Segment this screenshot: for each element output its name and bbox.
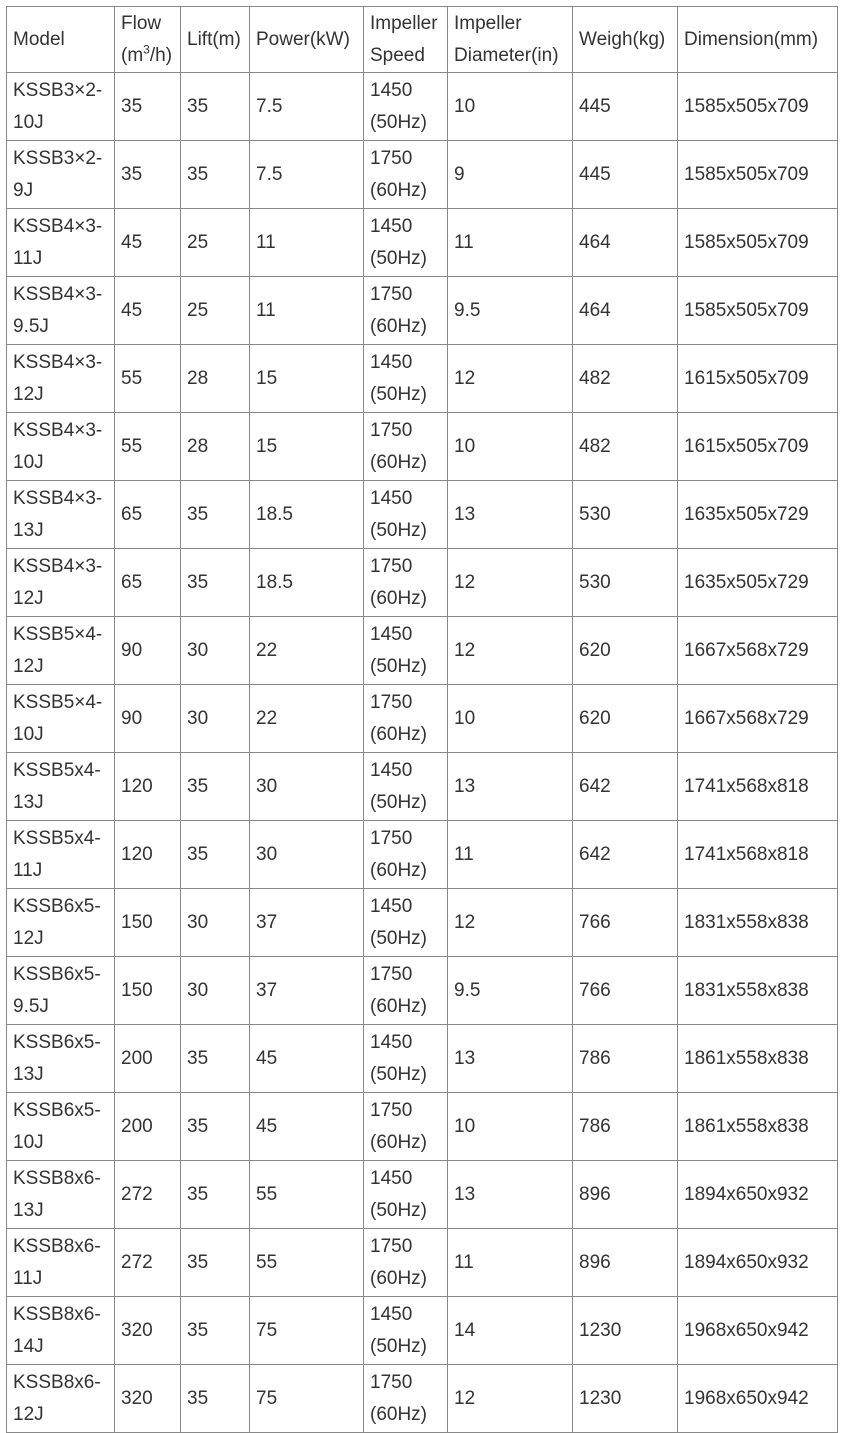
weight-cell: 786 [573,1093,678,1161]
header-dimension: Dimension(mm) [678,7,838,73]
flow-cell: 150 [115,957,181,1025]
speed-cell: 1750 (60Hz) [364,1093,448,1161]
header-lift: Lift(m) [181,7,250,73]
lift-cell: 35 [181,141,250,209]
flow-cell: 120 [115,821,181,889]
weight-cell: 620 [573,617,678,685]
table-body [7,73,838,1433]
speed-cell: 1750 (60Hz) [364,141,448,209]
diameter-cell: 12 [448,549,573,617]
lift-cell: 35 [181,1093,250,1161]
flow-cell: 272 [115,1229,181,1297]
model-cell: KSSB8x6-14J [7,1297,115,1365]
dimension-cell: 1894x650x932 [678,1161,838,1229]
dimension-cell: 1861x558x838 [678,1025,838,1093]
speed-cell: 1450 (50Hz) [364,345,448,413]
table-row [7,345,838,413]
weight-cell: 786 [573,1025,678,1093]
table-row [7,1229,838,1297]
speed-cell: 1450 (50Hz) [364,1297,448,1365]
power-cell: 55 [250,1229,364,1297]
diameter-cell: 12 [448,889,573,957]
dimension-cell: 1635x505x729 [678,481,838,549]
power-cell: 75 [250,1297,364,1365]
flow-cell: 55 [115,345,181,413]
speed-cell: 1750 (60Hz) [364,957,448,1025]
table-row [7,549,838,617]
lift-cell: 30 [181,685,250,753]
flow-cell: 45 [115,209,181,277]
speed-cell: 1750 (60Hz) [364,685,448,753]
lift-cell: 35 [181,753,250,821]
header-model: Model [7,7,115,73]
speed-cell: 1450 (50Hz) [364,209,448,277]
table-row [7,481,838,549]
weight-cell: 530 [573,481,678,549]
table-row [7,1093,838,1161]
flow-cell: 150 [115,889,181,957]
lift-cell: 35 [181,73,250,141]
diameter-cell: 11 [448,209,573,277]
power-cell: 37 [250,957,364,1025]
table-row [7,821,838,889]
power-cell: 7.5 [250,141,364,209]
speed-cell: 1450 (50Hz) [364,481,448,549]
model-cell: KSSB3×2-10J [7,73,115,141]
model-cell: KSSB8x6-12J [7,1365,115,1433]
table-row [7,889,838,957]
model-cell: KSSB5×4-12J [7,617,115,685]
lift-cell: 35 [181,549,250,617]
lift-cell: 35 [181,1025,250,1093]
speed-cell: 1750 (60Hz) [364,1365,448,1433]
speed-cell: 1450 (50Hz) [364,1025,448,1093]
model-cell: KSSB4×3-13J [7,481,115,549]
weight-cell: 766 [573,889,678,957]
pump-spec-table [6,6,838,1433]
diameter-cell: 12 [448,345,573,413]
model-cell: KSSB5×4-10J [7,685,115,753]
diameter-cell: 11 [448,821,573,889]
table-row [7,277,838,345]
weight-cell: 482 [573,345,678,413]
flow-cell: 90 [115,685,181,753]
diameter-cell: 10 [448,413,573,481]
model-cell: KSSB4×3-12J [7,345,115,413]
flow-cell: 320 [115,1365,181,1433]
dimension-cell: 1667x568x729 [678,617,838,685]
dimension-cell: 1635x505x729 [678,549,838,617]
diameter-cell: 13 [448,1161,573,1229]
lift-cell: 30 [181,957,250,1025]
lift-cell: 35 [181,1229,250,1297]
table-row [7,617,838,685]
power-cell: 37 [250,889,364,957]
lift-cell: 25 [181,277,250,345]
flow-cell: 35 [115,141,181,209]
header-flow-unit-a: (m [121,44,144,66]
diameter-cell: 9.5 [448,277,573,345]
model-cell: KSSB4×3-12J [7,549,115,617]
dimension-cell: 1831x558x838 [678,957,838,1025]
weight-cell: 766 [573,957,678,1025]
model-cell: KSSB5x4-11J [7,821,115,889]
lift-cell: 28 [181,413,250,481]
dimension-cell: 1615x505x709 [678,413,838,481]
dimension-cell: 1615x505x709 [678,345,838,413]
speed-cell: 1750 (60Hz) [364,277,448,345]
weight-cell: 530 [573,549,678,617]
flow-cell: 35 [115,73,181,141]
speed-cell: 1450 (50Hz) [364,1161,448,1229]
dimension-cell: 1741x568x818 [678,753,838,821]
power-cell: 22 [250,685,364,753]
dimension-cell: 1585x505x709 [678,277,838,345]
header-flow [115,7,181,73]
diameter-cell: 11 [448,1229,573,1297]
dimension-cell: 1831x558x838 [678,889,838,957]
flow-cell: 90 [115,617,181,685]
dimension-cell: 1585x505x709 [678,209,838,277]
flow-cell: 200 [115,1025,181,1093]
speed-cell: 1750 (60Hz) [364,413,448,481]
flow-cell: 120 [115,753,181,821]
model-cell: KSSB6x5-12J [7,889,115,957]
weight-cell: 896 [573,1161,678,1229]
table-header [7,7,838,73]
lift-cell: 35 [181,1161,250,1229]
header-impeller-speed: Impeller Speed [364,7,448,73]
header-row [7,7,838,73]
speed-cell: 1450 (50Hz) [364,889,448,957]
table-row [7,413,838,481]
diameter-cell: 13 [448,753,573,821]
flow-cell: 45 [115,277,181,345]
power-cell: 45 [250,1093,364,1161]
weight-cell: 482 [573,413,678,481]
lift-cell: 30 [181,889,250,957]
lift-cell: 35 [181,1297,250,1365]
model-cell: KSSB5x4-13J [7,753,115,821]
weight-cell: 896 [573,1229,678,1297]
diameter-cell: 14 [448,1297,573,1365]
weight-cell: 1230 [573,1365,678,1433]
speed-cell: 1750 (60Hz) [364,549,448,617]
model-cell: KSSB6x5-13J [7,1025,115,1093]
header-flow-unit-b: /h) [149,44,173,66]
power-cell: 15 [250,413,364,481]
weight-cell: 1230 [573,1297,678,1365]
diameter-cell: 12 [448,1365,573,1433]
power-cell: 22 [250,617,364,685]
speed-cell: 1750 (60Hz) [364,821,448,889]
dimension-cell: 1968x650x942 [678,1365,838,1433]
flow-cell: 65 [115,481,181,549]
diameter-cell: 10 [448,685,573,753]
power-cell: 11 [250,277,364,345]
flow-cell: 272 [115,1161,181,1229]
header-impeller-diameter: Impeller Diameter(in) [448,7,573,73]
diameter-cell: 13 [448,481,573,549]
lift-cell: 25 [181,209,250,277]
dimension-cell: 1894x650x932 [678,1229,838,1297]
weight-cell: 464 [573,277,678,345]
dimension-cell: 1968x650x942 [678,1297,838,1365]
table-row [7,685,838,753]
table-row [7,957,838,1025]
speed-cell: 1450 (50Hz) [364,73,448,141]
model-cell: KSSB6x5-10J [7,1093,115,1161]
speed-cell: 1450 (50Hz) [364,753,448,821]
weight-cell: 620 [573,685,678,753]
flow-cell: 65 [115,549,181,617]
table-row [7,1297,838,1365]
power-cell: 30 [250,821,364,889]
table-row [7,73,838,141]
dimension-cell: 1741x568x818 [678,821,838,889]
flow-cell: 320 [115,1297,181,1365]
dimension-cell: 1585x505x709 [678,141,838,209]
model-cell: KSSB4×3-11J [7,209,115,277]
model-cell: KSSB3×2-9J [7,141,115,209]
power-cell: 7.5 [250,73,364,141]
diameter-cell: 9 [448,141,573,209]
speed-cell: 1450 (50Hz) [364,617,448,685]
power-cell: 45 [250,1025,364,1093]
model-cell: KSSB8x6-11J [7,1229,115,1297]
power-cell: 30 [250,753,364,821]
weight-cell: 642 [573,753,678,821]
speed-cell: 1750 (60Hz) [364,1229,448,1297]
diameter-cell: 10 [448,1093,573,1161]
power-cell: 18.5 [250,481,364,549]
model-cell: KSSB4×3-9.5J [7,277,115,345]
table-row [7,1025,838,1093]
model-cell: KSSB8x6-13J [7,1161,115,1229]
power-cell: 18.5 [250,549,364,617]
diameter-cell: 9.5 [448,957,573,1025]
power-cell: 15 [250,345,364,413]
dimension-cell: 1861x558x838 [678,1093,838,1161]
table-row [7,1161,838,1229]
header-flow-label: Flow [121,12,162,34]
header-flow-sup: 3 [143,42,150,57]
weight-cell: 464 [573,209,678,277]
model-cell: KSSB6x5-9.5J [7,957,115,1025]
flow-cell: 200 [115,1093,181,1161]
dimension-cell: 1585x505x709 [678,73,838,141]
flow-cell: 55 [115,413,181,481]
weight-cell: 642 [573,821,678,889]
header-weight: Weigh(kg) [573,7,678,73]
lift-cell: 35 [181,1365,250,1433]
weight-cell: 445 [573,141,678,209]
lift-cell: 30 [181,617,250,685]
dimension-cell: 1667x568x729 [678,685,838,753]
lift-cell: 35 [181,821,250,889]
lift-cell: 35 [181,481,250,549]
model-cell: KSSB4×3-10J [7,413,115,481]
power-cell: 11 [250,209,364,277]
diameter-cell: 10 [448,73,573,141]
header-power: Power(kW) [250,7,364,73]
table-row [7,141,838,209]
table-row [7,753,838,821]
power-cell: 55 [250,1161,364,1229]
diameter-cell: 13 [448,1025,573,1093]
weight-cell: 445 [573,73,678,141]
table-row [7,1365,838,1433]
lift-cell: 28 [181,345,250,413]
table-row [7,209,838,277]
power-cell: 75 [250,1365,364,1433]
diameter-cell: 12 [448,617,573,685]
